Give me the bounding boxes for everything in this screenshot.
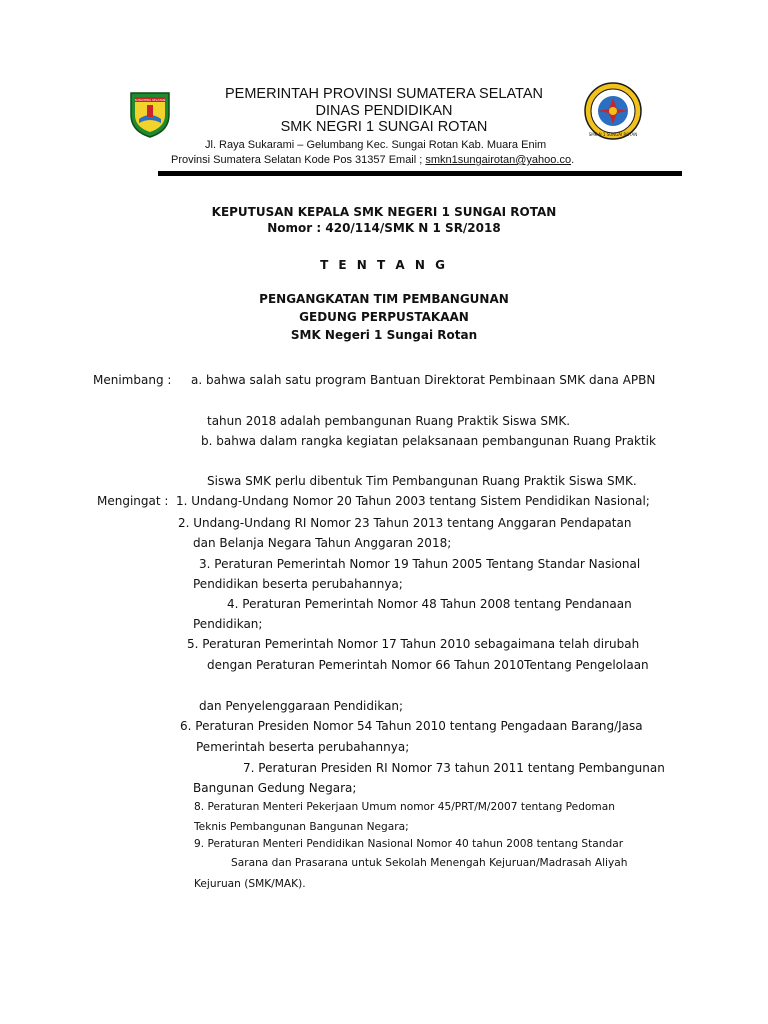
- subject-line-1: PENGANGKATAN TIM PEMBANGUNAN: [259, 292, 509, 306]
- letterhead-contact-suffix: .: [571, 154, 575, 166]
- mengingat-item-9-line-1: 9. Peraturan Menteri Pendidikan Nasional Nomor 40 tahun 2008 tentang Standar: [194, 838, 624, 850]
- mengingat-item-2-line-1: 2. Undang-Undang RI Nomor 23 Tahun 2013 tentang Anggaran Pendapatan: [178, 516, 632, 530]
- mengingat-item-7-line-1: 7. Peraturan Presiden RI Nomor 73 tahun 2011 tentang Pembangunan: [243, 761, 665, 775]
- mengingat-item-3-line-2: Pendidikan beserta perubahannya;: [193, 577, 403, 591]
- email-link[interactable]: smkn1sungairotan@yahoo.co: [425, 154, 572, 166]
- letterhead-school: SMK NEGRI 1 SUNGAI ROTAN: [280, 119, 488, 135]
- mengingat-item-1: 1. Undang-Undang Nomor 20 Tahun 2003 tentang Sistem Pendidikan Nasional;: [176, 494, 650, 508]
- menimbang-b-line-2: Siswa SMK perlu dibentuk Tim Pembangunan Ruang Praktik Siswa SMK.: [207, 474, 637, 488]
- mengingat-item-9-line-2: Sarana dan Prasarana untuk Sekolah Menengah Kejuruan/Madrasah Aliyah: [231, 857, 628, 869]
- mengingat-item-5-line-1: 5. Peraturan Pemerintah Nomor 17 Tahun 2010 sebagaimana telah dirubah: [187, 637, 640, 651]
- decree-number: Nomor : 420/114/SMK N 1 SR/2018: [267, 221, 501, 235]
- province-logo-text: SUMATERA SELATAN: [134, 98, 166, 102]
- mengingat-item-6-line-1: 6. Peraturan Presiden Nomor 54 Tahun 2010 tentang Pengadaan Barang/Jasa: [180, 719, 643, 733]
- mengingat-item-8-line-2: Teknis Pembangunan Bangunan Negara;: [194, 821, 409, 833]
- tentang-heading: T E N T A N G: [320, 258, 448, 272]
- letterhead-contact: [171, 154, 574, 166]
- mengingat-item-2-line-2: dan Belanja Negara Tahun Anggaran 2018;: [193, 536, 452, 550]
- mengingat-item-4-line-1: 4. Peraturan Pemerintah Nomor 48 Tahun 2008 tentang Pendanaan: [227, 597, 632, 611]
- mengingat-item-5-line-3: dan Penyelenggaraan Pendidikan;: [199, 699, 404, 713]
- mengingat-item-4-line-2: Pendidikan;: [193, 617, 263, 631]
- subject-line-3: SMK Negeri 1 Sungai Rotan: [290, 328, 478, 342]
- decree-title: KEPUTUSAN KEPALA SMK NEGERI 1 SUNGAI ROTAN: [211, 205, 557, 219]
- letterhead-contact-prefix: Provinsi Sumatera Selatan Kode Pos 31357 Email ;: [171, 154, 426, 166]
- letterhead-divider: [158, 171, 682, 176]
- mengingat-item-5-line-2: dengan Peraturan Pemerintah Nomor 66 Tahun 2010Tentang Pengelolaan: [207, 658, 649, 672]
- mengingat-item-9-line-3: Kejuruan (SMK/MAK).: [194, 878, 306, 890]
- mengingat-item-7-line-2: Bangunan Gedung Negara;: [193, 781, 357, 795]
- mengingat-label: Mengingat :: [97, 494, 169, 508]
- menimbang-label: Menimbang :: [93, 373, 172, 387]
- letterhead-department: DINAS PENDIDIKAN: [315, 103, 453, 119]
- letterhead-address: Jl. Raya Sukarami – Gelumbang Kec. Sungai Rotan Kab. Muara Enim: [205, 139, 547, 151]
- menimbang-a-line-1: a. bahwa salah satu program Bantuan Direktorat Pembinaan SMK dana APBN: [191, 373, 656, 387]
- subject-line-2: GEDUNG PERPUSTAKAAN: [299, 310, 469, 324]
- mengingat-item-8-line-1: 8. Peraturan Menteri Pekerjaan Umum nomor 45/PRT/M/2007 tentang Pedoman: [194, 801, 615, 813]
- menimbang-b-line-1: b. bahwa dalam rangka kegiatan pelaksanaan pembangunan Ruang Praktik: [201, 434, 656, 448]
- menimbang-a-line-2: tahun 2018 adalah pembangunan Ruang Praktik Siswa SMK.: [207, 414, 571, 428]
- school-logo-text: SMK N 1 SUNGAI ROTAN: [588, 132, 638, 137]
- mengingat-item-6-line-2: Pemerintah beserta perubahannya;: [196, 740, 410, 754]
- mengingat-item-3-line-1: 3. Peraturan Pemerintah Nomor 19 Tahun 2005 Tentang Standar Nasional: [199, 557, 641, 571]
- letterhead-government: PEMERINTAH PROVINSI SUMATERA SELATAN: [225, 86, 543, 102]
